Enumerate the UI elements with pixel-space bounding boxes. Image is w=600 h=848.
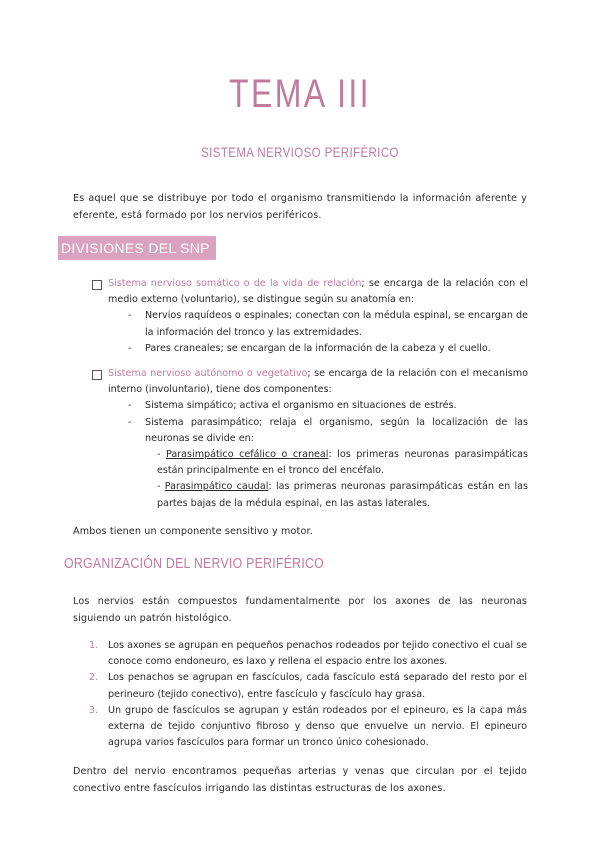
checkbox-icon xyxy=(92,370,102,380)
divisiones-closing: Ambos tienen un componente sensitivo y motor. xyxy=(73,526,313,537)
craneal-label: Parasimpático cefálico o craneal xyxy=(165,449,329,461)
intro-paragraph: Es aquel que se distribuye por todo el organismo transmitiendo la información aferente y eferente, está formado por los nervios periféricos. xyxy=(73,193,527,221)
caudal-label: Parasimpático caudal xyxy=(164,481,269,493)
somatico-block xyxy=(92,276,528,357)
list-number: 1. xyxy=(89,640,99,651)
dash-bullet: - xyxy=(128,400,132,412)
somatico-term: Sistema nervioso somático o de la vida de relación xyxy=(108,278,362,289)
list-item: - Sistema parasimpático; relaja el organismo, según la localización de las neuronas se divide en: xyxy=(128,416,528,444)
page-title: TEMA III xyxy=(229,72,371,116)
checkbox-icon xyxy=(92,280,102,290)
list-item: - Pares craneales; se encargan de la información de la cabeza y el cuello. xyxy=(145,341,528,357)
numbered-list xyxy=(89,638,527,751)
parasimpatico-sublist xyxy=(145,447,528,512)
organizacion-closing: Dentro del nervio encontramos pequeñas arterias y venas que circulan por el tejido conectivo entre fascículos irrigando las distintas estructuras de los axones. xyxy=(73,766,527,794)
autonomo-sublist xyxy=(92,398,528,511)
section-heading-organizacion: ORGANIZACIÓN DEL NERVIO PERIFÉRICO xyxy=(64,556,325,572)
autonomo-block xyxy=(92,366,528,512)
page-subtitle: SISTEMA NERVIOSO PERIFÉRICO xyxy=(201,144,399,160)
dash-bullet: - xyxy=(128,310,132,322)
list-number: 2. xyxy=(89,672,99,684)
autonomo-description: ; se encarga de la relación con el mecanismo interno (involuntario), tiene dos componentes: xyxy=(108,368,528,396)
list-item: - Parasimpático caudal: las primeras neuronas parasimpáticas están en las partes bajas de la médula espinal, en las astas laterales. xyxy=(157,481,529,509)
dash-bullet: - xyxy=(128,416,132,428)
list-item: 3. Un grupo de fascículos se agrupan y están rodeados por el epineuro, es la capa más externa de tejido conjuntivo fibroso y denso que envuelve un nervio. El epineuro agrupa varios fascículos para formar un tronco único cohesionado. xyxy=(89,704,527,749)
somatico-description: ; se encarga de la relación con el medio externo (voluntario), se distingue según su anatomía en: xyxy=(108,278,528,306)
somatico-sublist xyxy=(92,308,528,357)
list-number: 3. xyxy=(89,704,99,716)
list-item: - Sistema simpático; activa el organismo en situaciones de estrés. xyxy=(145,398,528,414)
list-item: - Parasimpático cefálico o craneal: los primeras neuronas parasimpáticas están principalmente en el tronco del encéfalo. xyxy=(157,449,528,477)
somatico-item xyxy=(92,276,528,308)
list-item: 2. Los penachos se agrupan en fascículos, cada fascículo está separado del resto por el perineuro (tejido conectivo), entre fascículo y fascículo hay grasa. xyxy=(89,672,527,700)
section-heading-divisiones: DIVISIONES DEL SNP xyxy=(58,236,216,260)
autonomo-item xyxy=(92,366,528,398)
autonomo-term: Sistema nervioso autónomo o vegetativo xyxy=(108,368,308,379)
list-item: - Nervios raquídeos o espinales; conectan con la médula espinal, se encargan de la información del tronco y las extremidades. xyxy=(128,310,528,338)
list-item: 1. Los axones se agrupan en pequeños penachos rodeados por tejido conectivo el cual se conoce como endoneuro, es laxo y rellena el espacio entre los axones. xyxy=(89,640,527,668)
organizacion-intro: Los nervios están compuestos fundamentalmente por los axones de las neuronas siguiendo un patrón histológico. xyxy=(73,596,527,624)
dash-bullet: - xyxy=(128,342,132,354)
